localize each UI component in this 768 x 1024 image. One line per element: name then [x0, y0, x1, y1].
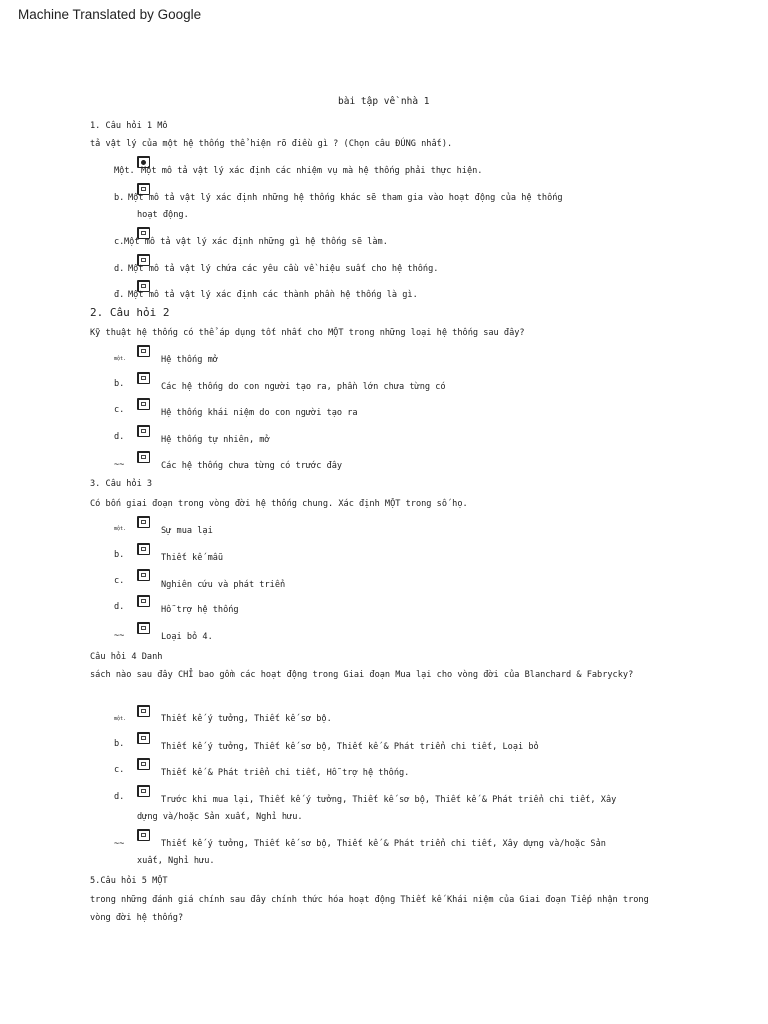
q4-option-a-radio[interactable]: [137, 705, 150, 717]
q4-option-d-radio[interactable]: [137, 785, 150, 797]
q3-option-a-radio[interactable]: [137, 516, 150, 528]
q3-heading: 3. Câu hỏi 3: [90, 479, 153, 489]
q2-option-d-radio[interactable]: [137, 425, 150, 437]
q5-question-cont: vòng đời hệ thống?: [90, 913, 184, 923]
q3-option-a-marker: một.: [114, 526, 127, 532]
q1-heading: 1. Câu hỏi 1 Mô: [90, 121, 168, 131]
q4-option-a-text: Thiết kế ý tưởng, Thiết kế sơ bộ.: [161, 714, 332, 724]
q4-option-e-text: Thiết kế ý tưởng, Thiết kế sơ bộ, Thiết kế & Phát triển chi tiết, Xây dựng và/hoặc Sản: [161, 839, 606, 849]
document-title: bài tập về nhà 1: [338, 96, 430, 107]
q5-question: trong những đánh giá chính sau đây chính thức hóa hoạt động Thiết kế Khái niệm của Giai đoạn Tiếp nhận trong: [90, 895, 649, 905]
q2-question: Kỹ thuật hệ thống có thể áp dụng tốt nhất cho MỘT trong những loại hệ thống sau đây?: [90, 328, 525, 338]
q3-option-a-text: Sự mua lại: [161, 526, 213, 536]
q2-option-c-marker: c.: [114, 405, 125, 415]
q2-option-b-marker: b.: [114, 379, 125, 389]
q2-option-a-marker: một.: [114, 356, 127, 362]
q4-option-c-text: Thiết kế & Phát triển chi tiết, Hỗ trợ hệ thống.: [161, 768, 410, 778]
q2-option-a-text: Hệ thống mở: [161, 355, 218, 365]
q4-question: sách nào sau đây CHỈ bao gồm các hoạt động trong Giai đoạn Mua lại cho vòng đời của Blanchard & Fabrycky?: [90, 670, 634, 680]
q3-option-b-text: Thiết kế mẫu: [161, 553, 224, 563]
q4-option-b-text: Thiết kế ý tưởng, Thiết kế sơ bộ, Thiết kế & Phát triển chi tiết, Loại bỏ: [161, 742, 539, 752]
q3-option-e-text: Loại bỏ 4.: [161, 632, 213, 642]
q2-option-e-radio[interactable]: [137, 451, 150, 463]
q3-option-c-marker: c.: [114, 576, 125, 586]
q3-option-c-radio[interactable]: [137, 569, 150, 581]
q2-option-b-radio[interactable]: [137, 372, 150, 384]
q1-option-e-marker: đ.: [114, 290, 125, 300]
q4-option-d-text-cont: dựng và/hoặc Sản xuất, Nghỉ hưu.: [137, 812, 303, 822]
q1-question: tả vật lý của một hệ thống thể hiện rõ điều gì ? (Chọn câu ĐÚNG nhất).: [90, 139, 453, 149]
q1-option-c-text: Một mô tả vật lý xác định những gì hệ thống sẽ làm.: [124, 237, 388, 247]
q2-option-d-text: Hệ thống tự nhiên, mở: [161, 435, 270, 445]
q4-option-e-radio[interactable]: [137, 829, 150, 841]
q3-option-d-radio[interactable]: [137, 595, 150, 607]
q3-option-b-radio[interactable]: [137, 543, 150, 555]
machine-translation-banner: Machine Translated by Google: [18, 7, 202, 22]
q3-option-d-marker: d.: [114, 602, 125, 612]
q3-option-e-radio[interactable]: [137, 622, 150, 634]
q4-option-e-text-cont: xuất, Nghỉ hưu.: [137, 856, 215, 866]
q2-option-c-text: Hệ thống khái niệm do con người tạo ra: [161, 408, 358, 418]
q4-option-e-marker: ~~: [114, 839, 125, 849]
q2-heading: 2. Câu hỏi 2: [90, 306, 170, 319]
q4-option-b-marker: b.: [114, 739, 125, 749]
q1-option-d-marker: d.: [114, 264, 125, 274]
q1-option-d-text: Một mô tả vật lý chứa các yêu cầu về hiệu suất cho hệ thống.: [128, 264, 439, 274]
q2-option-d-marker: d.: [114, 432, 125, 442]
q4-option-b-radio[interactable]: [137, 732, 150, 744]
q2-option-c-radio[interactable]: [137, 398, 150, 410]
q4-heading: Câu hỏi 4 Danh: [90, 652, 163, 662]
q4-option-d-text: Trước khi mua lại, Thiết kế ý tưởng, Thiết kế sơ bộ, Thiết kế & Phát triển chi tiết, Xây: [161, 795, 617, 805]
q2-option-e-marker: ~~: [114, 460, 125, 470]
q3-option-e-marker: ~~: [114, 631, 125, 641]
q1-option-b-text-cont: hoạt động.: [137, 210, 189, 220]
q1-option-b-text: Một mô tả vật lý xác định những hệ thống khác sẽ tham gia vào hoạt động của hệ thống: [128, 193, 563, 203]
q1-option-c-marker: c.: [114, 237, 125, 247]
q1-option-a-marker: Một.: [114, 166, 135, 176]
q1-option-b-marker: b.: [114, 193, 125, 203]
q2-option-e-text: Các hệ thống chưa từng có trước đây: [161, 461, 343, 471]
q4-option-c-marker: c.: [114, 765, 125, 775]
q4-option-d-marker: d.: [114, 792, 125, 802]
q3-question: Có bốn giai đoạn trong vòng đời hệ thống chung. Xác định MỘT trong số họ.: [90, 499, 468, 509]
q2-option-a-radio[interactable]: [137, 345, 150, 357]
q1-option-e-text: Một mô tả vật lý xác định các thành phần hệ thống là gì.: [128, 290, 418, 300]
q4-option-c-radio[interactable]: [137, 758, 150, 770]
q1-option-a-text: Một mô tả vật lý xác định các nhiệm vụ mà hệ thống phải thực hiện.: [141, 166, 483, 176]
q3-option-c-text: Nghiên cứu và phát triển: [161, 580, 286, 590]
q4-option-a-marker: một.: [114, 716, 127, 722]
q2-option-b-text: Các hệ thống do con người tạo ra, phần lớn chưa từng có: [161, 382, 446, 392]
q5-heading: 5.Câu hỏi 5 MỘT: [90, 876, 168, 886]
q3-option-b-marker: b.: [114, 550, 125, 560]
q3-option-d-text: Hỗ trợ hệ thống: [161, 605, 239, 615]
